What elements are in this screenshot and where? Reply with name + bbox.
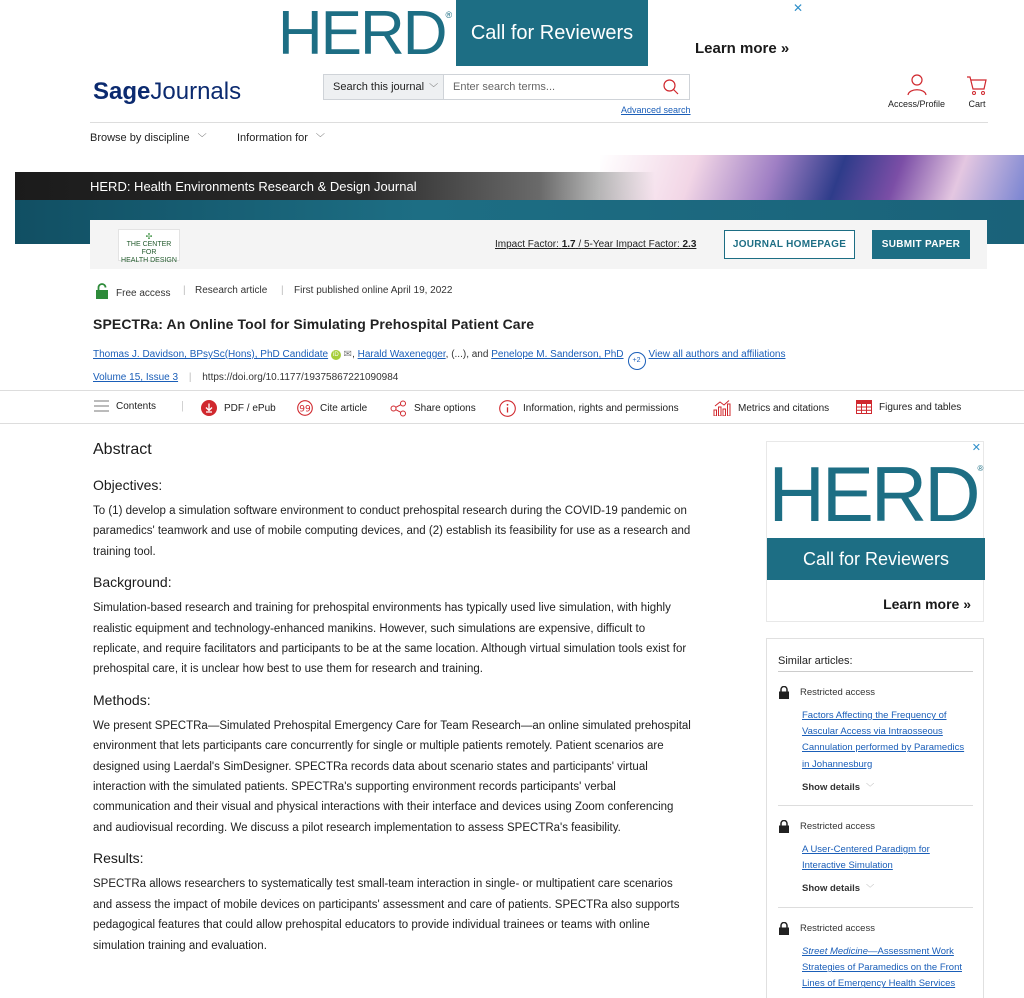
chevron-down-icon: ﹀ [429,82,439,93]
header-divider [90,122,988,123]
top-banner-ad[interactable] [275,0,803,66]
side-banner-ad[interactable] [766,441,984,622]
cite-article-button[interactable]: 99 Cite article [297,400,367,416]
show-details-toggle[interactable]: Show details ﹀ [802,781,875,793]
abstract-heading: Abstract [93,441,152,458]
sage-journals-logo[interactable]: SageJournals [93,78,242,105]
similar-item-divider [778,805,973,806]
meta-separator: | [281,285,284,296]
access-profile-button[interactable]: Access/Profile [888,74,945,109]
user-icon [907,74,927,96]
free-access-label: Free access [116,288,171,299]
information-rights-button[interactable]: Information, rights and permissions [499,400,679,417]
info-icon [499,400,516,417]
journal-info-bar [90,220,987,269]
submit-paper-button[interactable]: SUBMIT PAPER [872,230,970,259]
share-icon [390,400,407,417]
ad-close-icon[interactable]: ✕ [792,1,803,15]
meta-separator: | [188,372,192,383]
similar-article-title-link[interactable]: Street Medicine—Assessment Work Strategies of Paramedics on the Front Lines of Emergency Health Services [802,946,962,990]
list-icon [94,400,109,412]
article-title: SPECTRa: An Online Tool for Simulating Prehospital Patient Care [93,316,535,332]
similar-article-title-link[interactable]: A User-Centered Paradigm for Interactive Simulation [802,844,930,872]
browse-by-discipline-menu[interactable]: Browse by discipline ﹀ [90,132,207,144]
view-all-authors-link[interactable]: View all authors and affiliations [648,349,786,360]
similar-article-item [778,922,973,993]
download-icon [201,400,217,416]
share-options-button[interactable]: Share options [390,400,476,417]
search-input[interactable]: Enter search terms... [444,74,690,100]
lock-icon [778,922,790,935]
chevron-down-icon: ﹀ [315,133,325,143]
similar-article-item [778,686,973,793]
metrics-citations-button[interactable]: Metrics and citations [713,400,829,416]
open-lock-icon [95,283,109,299]
results-text: SPECTRa allows researchers to systematically test small-team interaction in single- or multipatient care scenarios and assess the impact of mobile devices on participants' assessment and care of patients. SPECTRa also supports pedagogical features that could allow prehospital educators to provide individual trainees or teams with online simulation training and evaluation. [93,878,680,952]
article-toolbar [0,390,1024,424]
similar-articles-panel [766,638,984,998]
quote-icon [297,400,313,416]
herd-ad-logo: HERD ® [277,0,453,68]
doi-text[interactable]: https://doi.org/10.1177/19375867221090984 [202,372,399,383]
contents-button[interactable]: Contents [94,400,156,412]
objectives-text: To (1) develop a simulation software environment to conduct prehospital research during the COVID-19 pandemic on paramedics' teamwork and use of mobile computing devices, and (2) establish its feasibility for use as a research and training tool. [93,505,691,558]
author-list: Thomas J. Davidson, BPsySc(Hons), PhD Candidate iD ✉, Harald Waxenegger, (...), and Penelope M. Sanderson, PhD+2View all authors and affiliations [93,349,785,370]
call-for-reviewers-text: Call for Reviewers [767,538,985,580]
advanced-search-link[interactable]: Advanced search [621,105,691,115]
objectives-heading: Objectives: [93,477,163,493]
restricted-access-label: Restricted access [800,923,875,934]
cart-button[interactable]: Cart [966,74,988,109]
lock-icon [778,686,790,699]
herd-ad-logo: HERD ® [768,449,984,538]
show-details-toggle[interactable]: Show details ﹀ [802,883,875,895]
center-for-health-design-logo[interactable]: ✣ THE CENTER FOR HEALTH DESIGN [118,229,180,261]
similar-article-title-link[interactable]: Factors Affecting the Frequency of Vascular Access via Intraosseous Cannulation performed by Paramedics in Johannesburg [802,710,965,770]
toolbar-separator: | [181,400,184,412]
restricted-access-label: Restricted access [800,821,875,832]
email-icon[interactable]: ✉ [343,349,353,360]
lock-icon [778,820,790,833]
search-scope-select[interactable]: Search this journal ﹀ [323,74,444,100]
article-type: Research article [195,285,268,296]
chevron-down-icon: ﹀ [866,884,875,894]
meta-separator: | [183,285,186,296]
pdf-epub-button[interactable]: PDF / ePub [201,400,276,416]
table-icon [856,400,872,414]
author-link[interactable]: Harald Waxenegger [357,349,446,360]
results-heading: Results: [93,850,144,867]
volume-issue-link[interactable]: Volume 15, Issue 3 [93,372,179,383]
more-authors-badge[interactable]: +2 [628,352,646,370]
abstract-section [93,441,693,968]
ad-learn-more-link[interactable]: Learn more » [883,596,971,612]
journal-homepage-button[interactable]: JOURNAL HOMEPAGE [724,230,855,259]
similar-article-item [778,820,973,894]
journal-name-banner: HERD: Health Environments Research & Design Journal [15,172,655,200]
similar-item-divider [778,907,973,908]
call-for-reviewers-text: Call for Reviewers [456,0,648,66]
published-date: First published online April 19, 2022 [294,285,453,296]
svg-text:99: 99 [299,404,311,415]
methods-text: We present SPECTRa—Simulated Prehospital Emergency Care for Team Research—an online simulated prehospital environment that lets participants care concurrently for single or multiple patients remotely. Patient scenarios are designed using Laerdal's SimDesigner. SPECTRa records data about scenario states and participants' virtual interaction with the simulated patients. SPECTRa's supporting environment records participants' verbal communication and their visual and physical interactions with their interface and devices using Zoom conferencing and audiovisual recording. We discuss a pilot research implementation to assess SPECTRa's feasibility. [93,719,691,834]
chevron-down-icon: ﹀ [866,782,875,792]
methods-heading: Methods: [93,691,151,708]
information-for-menu[interactable]: Information for ﹀ [237,132,325,144]
volume-doi-line [93,372,398,383]
chevron-down-icon: ﹀ [197,133,207,143]
bar-chart-icon [713,400,731,416]
author-link[interactable]: Thomas J. Davidson, BPsySc(Hons), PhD Candidate [93,349,329,360]
background-heading: Background: [93,574,172,591]
author-link[interactable]: Penelope M. Sanderson, PhD [491,349,624,360]
figures-tables-button[interactable]: Figures and tables [856,400,961,414]
impact-factor-link[interactable]: Impact Factor: 1.7 / 5-Year Impact Factor: 2.3 [495,239,697,250]
cart-icon [966,74,988,96]
orcid-icon[interactable]: iD [331,350,341,360]
similar-heading-divider [778,671,973,672]
search-icon[interactable] [662,78,680,96]
ad-learn-more-link[interactable]: Learn more » [695,40,790,57]
restricted-access-label: Restricted access [800,687,875,698]
ad-close-icon[interactable]: ✕ [971,442,981,454]
similar-articles-heading: Similar articles: [778,655,853,667]
background-text: Simulation-based research and training for prehospital environments has typically used live simulation, with highly realistic equipment and technology-enhanced manikins. However, such simulations are expensive, difficult to replicate, and require facilitators and participants to be at the same location. Although virtual simulation tools exist for prehospital care, it is unclear how best to use them for research and training. [93,602,687,676]
